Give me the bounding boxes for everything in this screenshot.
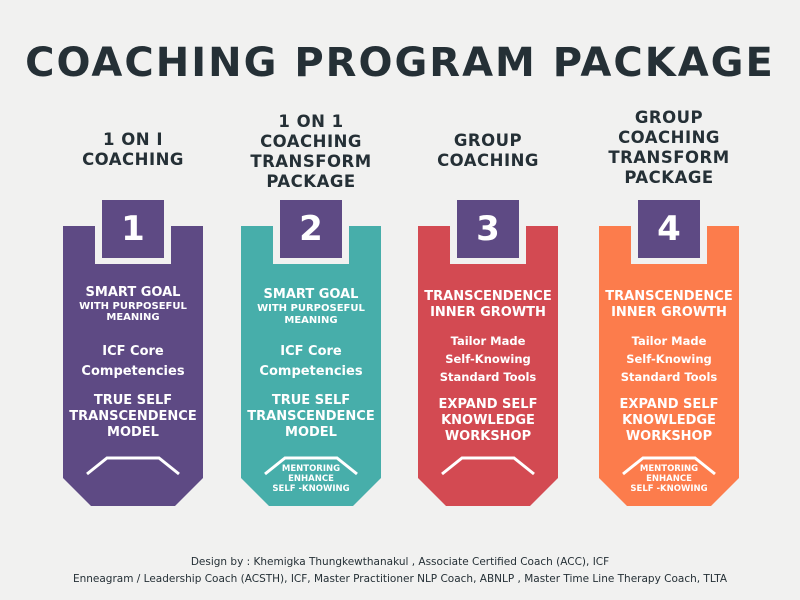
heading-line: COACHING — [437, 151, 539, 170]
item-text: Self-Knowing — [445, 352, 531, 366]
footer-credit-line-2: Enneagram / Leadership Coach (ACSTH), ICF, Master Practitioner NLP Coach, ABNLP , Master Time Line Therapy Coach, TLTA — [72, 573, 728, 585]
bottom-label: SELF -KNOWING — [272, 484, 350, 494]
item-text: Standard Tools — [620, 370, 718, 384]
heading-line: GROUP — [453, 131, 523, 150]
item-text: TRUE SELF — [271, 393, 351, 408]
badge-number: 2 — [280, 200, 342, 258]
item-text: Tailor Made — [450, 334, 526, 348]
item-text: WORKSHOP — [625, 429, 713, 444]
bottom-label: MENTORING — [281, 464, 341, 474]
item-title: INNER GROWTH — [430, 305, 546, 320]
heading-line: COACHING — [82, 150, 184, 169]
item-title: INNER GROWTH — [611, 305, 727, 320]
item-text: TRANSCENDENCE — [69, 409, 197, 424]
item-text: Self-Knowing — [626, 352, 712, 366]
item-text: KNOWLEDGE — [622, 413, 716, 428]
number-badge — [273, 194, 349, 264]
bottom-label: ENHANCE — [288, 474, 334, 484]
item-text: ICF Core — [102, 344, 164, 359]
item-text: Competencies — [259, 364, 363, 379]
item-subtitle: WITH PURPOSEFUL — [79, 301, 187, 312]
item-title: TRANSCENDENCE — [424, 289, 552, 304]
item-title: SMART GOAL — [85, 285, 181, 300]
badge-number: 1 — [102, 200, 164, 258]
column-heading — [594, 108, 744, 188]
heading-line: COACHING — [260, 132, 362, 151]
package-column-4 — [594, 0, 744, 520]
badge-number: 4 — [638, 200, 700, 258]
package-column-3 — [413, 0, 563, 520]
package-column-2 — [236, 0, 386, 520]
item-text: MODEL — [285, 425, 337, 440]
item-text: Tailor Made — [631, 334, 707, 348]
bottom-label: MENTORING — [639, 464, 699, 474]
heading-line: PACKAGE — [624, 168, 714, 187]
column-heading — [413, 131, 563, 171]
card-bottom-shape — [63, 452, 203, 506]
heading-line: TRANSFORM — [250, 152, 372, 171]
number-badge — [95, 194, 171, 264]
item-text: KNOWLEDGE — [441, 413, 535, 428]
item-text: ICF Core — [280, 344, 342, 359]
item-text: Standard Tools — [439, 370, 537, 384]
item-text: EXPAND SELF — [619, 397, 719, 412]
footer-credit-line-1: Design by : Khemigka Thungkewthanakul , Associate Certified Coach (ACC), ICF — [190, 556, 610, 568]
item-subtitle: MEANING — [106, 312, 160, 323]
page-title: COACHING PROGRAM PACKAGE — [25, 40, 775, 86]
item-text: EXPAND SELF — [438, 397, 538, 412]
number-badge — [450, 194, 526, 264]
item-title: TRANSCENDENCE — [605, 289, 733, 304]
item-text: WORKSHOP — [444, 429, 532, 444]
heading-line: TRANSFORM — [608, 148, 730, 167]
bottom-label: ENHANCE — [646, 474, 692, 484]
item-subtitle: WITH PURPOSEFUL — [257, 303, 365, 314]
item-text: Competencies — [81, 364, 185, 379]
package-column-1 — [58, 0, 208, 520]
bottom-label: SELF -KNOWING — [630, 484, 708, 494]
heading-line: 1 ON I — [103, 130, 163, 149]
card-bottom-shape — [418, 452, 558, 506]
item-subtitle: MEANING — [284, 315, 338, 326]
number-badge — [631, 194, 707, 264]
heading-line: 1 ON 1 — [278, 112, 344, 131]
column-heading — [236, 112, 386, 192]
item-text: TRANSCENDENCE — [247, 409, 375, 424]
item-text: TRUE SELF — [93, 393, 173, 408]
item-text: MODEL — [107, 425, 159, 440]
column-heading — [58, 130, 208, 170]
heading-line: PACKAGE — [266, 172, 356, 191]
heading-line: COACHING — [618, 128, 720, 147]
item-title: SMART GOAL — [263, 287, 359, 302]
heading-line: GROUP — [634, 108, 704, 127]
badge-number: 3 — [457, 200, 519, 258]
